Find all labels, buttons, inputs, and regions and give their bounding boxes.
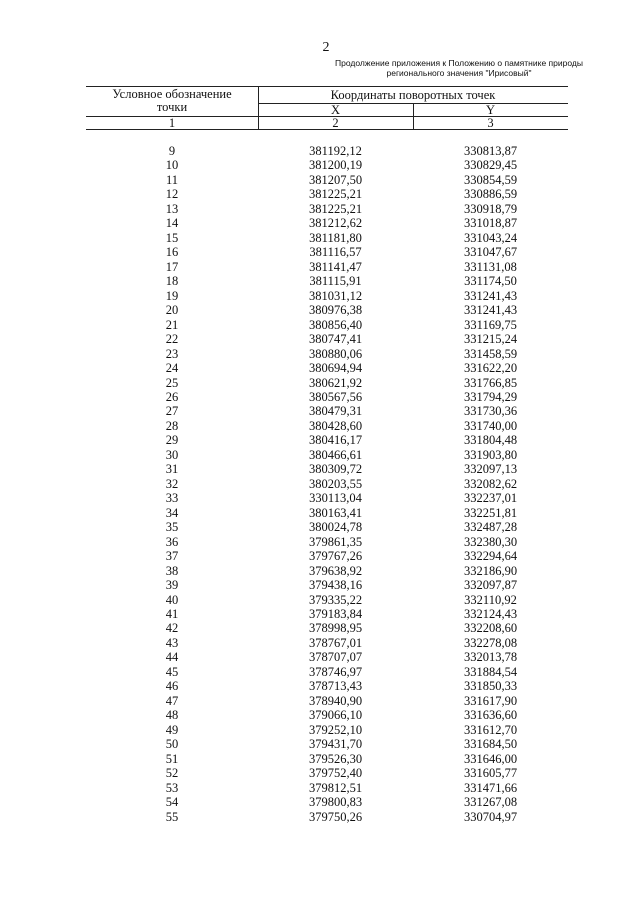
point-number: 52	[165, 766, 179, 781]
x-coordinate: 379183,84	[308, 607, 363, 621]
table-row	[86, 376, 568, 390]
point-number: 46	[165, 679, 179, 694]
x-coordinate: 379638,92	[308, 563, 363, 578]
x-coordinate: 381200,19	[308, 158, 363, 173]
y-coordinate: 330704,97	[463, 809, 518, 824]
point-number: 42	[165, 621, 179, 636]
table-row	[86, 752, 568, 766]
x-coordinate: 379752,40	[308, 766, 363, 781]
x-coordinate: 381031,12	[308, 288, 363, 303]
running-header-line-1: Продолжение приложения к Положению о памятнике природы	[335, 58, 583, 68]
table-row	[86, 289, 568, 303]
y-coordinate: 331018,87	[463, 216, 518, 231]
table-row	[86, 737, 568, 751]
y-coordinate: 331622,20	[463, 361, 518, 376]
y-coordinate: 332097,87	[463, 578, 518, 593]
table-row	[86, 390, 568, 404]
point-number: 41	[165, 607, 179, 621]
y-coordinate: 332237,01	[463, 491, 518, 506]
table-row	[86, 231, 568, 245]
header-point-line-1: Условное обозначение	[112, 87, 232, 101]
x-coordinate: 379750,26	[308, 809, 363, 824]
y-coordinate: 332110,92	[464, 592, 517, 607]
y-coordinate: 332097,13	[463, 462, 518, 477]
table-row	[86, 491, 568, 505]
column-number-3: 3	[487, 116, 494, 130]
y-coordinate: 331215,24	[463, 332, 518, 347]
table-row	[86, 781, 568, 795]
y-coordinate: 330813,87	[463, 144, 518, 158]
point-number: 48	[165, 708, 179, 723]
x-coordinate: 379438,16	[308, 578, 363, 593]
y-coordinate: 331131,08	[464, 259, 517, 274]
point-number: 9	[168, 144, 176, 158]
y-coordinate: 331612,70	[463, 722, 518, 737]
table-row	[86, 433, 568, 447]
point-number: 30	[165, 447, 179, 462]
y-coordinate: 330918,79	[463, 201, 518, 216]
x-coordinate: 381207,50	[308, 172, 363, 187]
x-coordinate: 381141,47	[309, 259, 362, 274]
point-number: 24	[165, 361, 179, 376]
y-coordinate: 331884,54	[463, 664, 518, 679]
x-coordinate: 379066,10	[308, 708, 363, 723]
table-row	[86, 448, 568, 462]
column-number-1: 1	[168, 116, 176, 130]
x-coordinate: 381181,80	[309, 230, 362, 245]
x-coordinate: 378713,43	[308, 679, 363, 694]
x-coordinate: 379812,51	[308, 780, 363, 795]
table-row	[86, 173, 568, 187]
y-coordinate: 332208,60	[463, 621, 518, 636]
point-number: 33	[165, 491, 179, 506]
point-number: 12	[165, 187, 179, 202]
x-coordinate: 378746,97	[308, 664, 363, 679]
x-coordinate: 378998,95	[308, 621, 363, 636]
point-number: 36	[165, 534, 179, 549]
table-row	[86, 419, 568, 433]
x-coordinate: 380309,72	[308, 462, 363, 477]
table-row	[86, 520, 568, 534]
point-number: 21	[165, 317, 179, 332]
header-coordinates: Координаты поворотных точек	[330, 88, 496, 102]
table-row	[86, 549, 568, 563]
y-coordinate: 332124,43	[463, 607, 518, 621]
table-row	[86, 564, 568, 578]
table-row	[86, 535, 568, 549]
table-row	[86, 245, 568, 259]
x-coordinate: 380024,78	[308, 520, 363, 535]
x-coordinate: 381225,21	[308, 201, 363, 216]
y-coordinate: 331169,75	[464, 317, 517, 332]
x-coordinate: 379526,30	[308, 751, 363, 766]
y-coordinate: 331730,36	[463, 404, 518, 419]
point-number: 32	[165, 476, 179, 491]
y-coordinate: 330886,59	[463, 187, 518, 202]
y-coordinate: 332082,62	[463, 476, 518, 491]
table-row	[86, 665, 568, 679]
y-coordinate: 332013,78	[463, 650, 518, 665]
point-number: 27	[165, 404, 179, 419]
point-number: 20	[165, 303, 179, 318]
point-number: 38	[165, 563, 179, 578]
y-coordinate: 331174,50	[464, 274, 517, 289]
table-row	[86, 810, 568, 824]
y-coordinate: 331617,90	[463, 693, 518, 708]
table-row	[86, 650, 568, 664]
y-coordinate: 331047,67	[463, 245, 518, 260]
y-coordinate: 331241,43	[463, 303, 518, 318]
point-number: 31	[165, 462, 179, 477]
x-coordinate: 380466,61	[308, 447, 363, 462]
table-row	[86, 202, 568, 216]
point-number: 29	[165, 433, 179, 448]
table-row	[86, 636, 568, 650]
table-row	[86, 607, 568, 621]
table-row	[86, 318, 568, 332]
x-coordinate: 379252,10	[308, 722, 363, 737]
y-coordinate: 331471,66	[463, 780, 518, 795]
point-number: 37	[165, 549, 179, 564]
point-number: 51	[165, 751, 179, 766]
y-coordinate: 331794,29	[463, 389, 518, 404]
table-row	[86, 708, 568, 722]
x-coordinate: 380479,31	[308, 404, 363, 419]
point-number: 39	[165, 578, 179, 593]
header-y: Y	[485, 103, 496, 117]
x-coordinate: 381116,57	[309, 245, 362, 260]
table-row	[86, 679, 568, 693]
x-coordinate: 380416,17	[308, 433, 363, 448]
x-coordinate: 380976,38	[308, 303, 363, 318]
x-coordinate: 380694,94	[308, 361, 363, 376]
point-number: 16	[165, 245, 179, 260]
point-number: 15	[165, 230, 179, 245]
x-coordinate: 378707,07	[308, 650, 363, 665]
running-header-line-2: регионального значения "Ирисовый"	[386, 68, 532, 78]
x-coordinate: 378940,90	[308, 693, 363, 708]
x-coordinate: 379767,26	[308, 549, 363, 564]
x-coordinate: 380163,41	[308, 505, 363, 520]
y-coordinate: 332380,30	[463, 534, 518, 549]
point-number: 35	[165, 520, 179, 535]
column-number-2: 2	[332, 116, 339, 130]
table-row	[86, 347, 568, 361]
x-coordinate: 378767,01	[308, 635, 363, 650]
point-number: 28	[165, 418, 179, 433]
table-row	[86, 723, 568, 737]
y-coordinate: 332294,64	[463, 549, 518, 564]
x-coordinate: 381225,21	[308, 187, 363, 202]
x-coordinate: 330113,04	[309, 491, 362, 506]
table-row	[86, 506, 568, 520]
point-number: 11	[165, 172, 179, 187]
point-number: 13	[165, 201, 179, 216]
point-number: 49	[165, 722, 179, 737]
header-x: X	[330, 103, 341, 117]
table-row	[86, 795, 568, 809]
table-row	[86, 274, 568, 288]
table-row	[86, 216, 568, 230]
x-coordinate: 380880,06	[308, 346, 363, 361]
x-coordinate: 379335,22	[308, 592, 363, 607]
point-number: 43	[165, 635, 179, 650]
y-coordinate: 332278,08	[463, 635, 518, 650]
header-point-line-2: точки	[156, 100, 188, 114]
x-coordinate: 380203,55	[308, 476, 363, 491]
point-number: 19	[165, 288, 179, 303]
table-row	[86, 332, 568, 346]
y-coordinate: 331684,50	[463, 737, 518, 752]
table-row	[86, 187, 568, 201]
y-coordinate: 331646,00	[463, 751, 518, 766]
table-row	[86, 621, 568, 635]
table-row	[86, 477, 568, 491]
point-number: 50	[165, 737, 179, 752]
x-coordinate: 381192,12	[309, 144, 362, 158]
y-coordinate: 332186,90	[463, 563, 518, 578]
point-number: 22	[165, 332, 179, 347]
y-coordinate: 331267,08	[463, 795, 518, 810]
x-coordinate: 380747,41	[308, 332, 363, 347]
page-number: 2	[322, 40, 330, 55]
point-number: 25	[165, 375, 179, 390]
x-coordinate: 379861,35	[308, 534, 363, 549]
y-coordinate: 331605,77	[463, 766, 518, 781]
y-coordinate: 331850,33	[463, 679, 518, 694]
x-coordinate: 380621,92	[308, 375, 363, 390]
y-coordinate: 331740,00	[463, 418, 518, 433]
point-number: 14	[165, 216, 179, 231]
running-header	[334, 58, 584, 78]
x-coordinate: 381212,62	[308, 216, 363, 231]
table-row	[86, 260, 568, 274]
point-number: 23	[165, 346, 179, 361]
table-row	[86, 766, 568, 780]
x-coordinate: 380428,60	[308, 418, 363, 433]
y-coordinate: 331241,43	[463, 288, 518, 303]
point-number: 44	[165, 650, 179, 665]
y-coordinate: 331043,24	[463, 230, 518, 245]
y-coordinate: 331458,59	[463, 346, 518, 361]
x-coordinate: 379800,83	[308, 795, 363, 810]
table-row	[86, 404, 568, 418]
point-number: 47	[165, 693, 179, 708]
point-number: 10	[165, 158, 179, 173]
table-row	[86, 462, 568, 476]
x-coordinate: 381115,91	[309, 274, 362, 289]
table-row	[86, 158, 568, 172]
y-coordinate: 331903,80	[463, 447, 518, 462]
point-number: 17	[165, 259, 179, 274]
table-row	[86, 361, 568, 375]
x-coordinate: 380856,40	[308, 317, 363, 332]
point-number: 54	[165, 795, 179, 810]
y-coordinate: 331636,60	[463, 708, 518, 723]
point-number: 26	[165, 389, 179, 404]
x-coordinate: 379431,70	[308, 737, 363, 752]
table-row	[86, 694, 568, 708]
y-coordinate: 331766,85	[463, 375, 518, 390]
coordinates-table-body	[86, 144, 568, 824]
header-point-designation	[86, 88, 258, 114]
x-coordinate: 380567,56	[308, 389, 363, 404]
point-number: 45	[165, 664, 179, 679]
y-coordinate: 332251,81	[463, 505, 518, 520]
table-header	[86, 86, 568, 136]
point-number: 53	[165, 780, 179, 795]
y-coordinate: 331804,48	[463, 433, 518, 448]
table-row	[86, 593, 568, 607]
y-coordinate: 330829,45	[463, 158, 518, 173]
y-coordinate: 332487,28	[463, 520, 518, 535]
point-number: 34	[165, 505, 179, 520]
table-row	[86, 303, 568, 317]
y-coordinate: 330854,59	[463, 172, 518, 187]
table-row	[86, 144, 568, 158]
table-row	[86, 578, 568, 592]
point-number: 18	[165, 274, 179, 289]
point-number: 55	[165, 809, 179, 824]
point-number: 40	[165, 592, 179, 607]
